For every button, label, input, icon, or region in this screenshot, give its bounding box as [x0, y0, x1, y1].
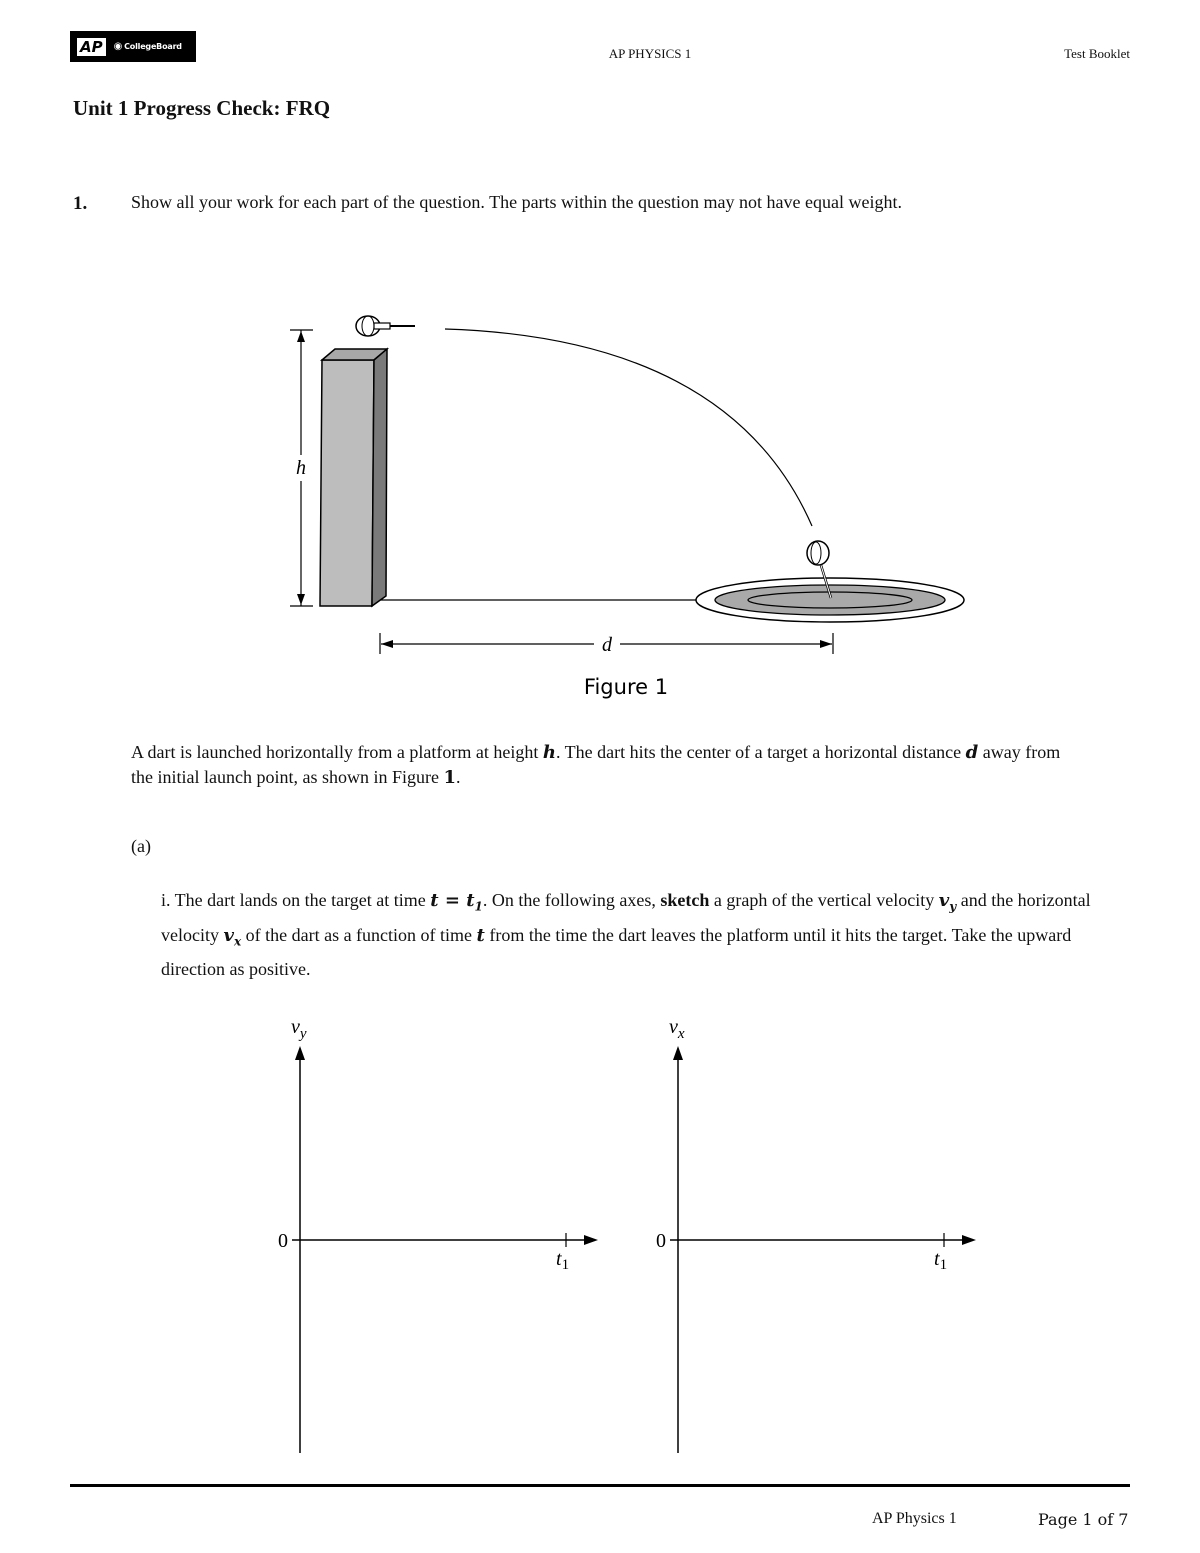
- platform-front: [320, 360, 374, 606]
- logo-ap-text: AP: [77, 38, 106, 56]
- label-h: h: [296, 457, 306, 479]
- vy-t1-label: [556, 1248, 569, 1273]
- logo-cb-label: CollegeBoard: [124, 42, 182, 51]
- vy-axis-label: [291, 1016, 307, 1042]
- vx-label-sub: x: [677, 1026, 685, 1042]
- height-arrow-bottom: [297, 594, 305, 605]
- part-a-i-text: [161, 886, 1131, 983]
- part-a-label: (a): [131, 836, 151, 856]
- math-d: d: [965, 742, 979, 763]
- blank-axes[interactable]: [0, 1000, 1200, 1460]
- sub-i-text-6: from the time the dart leaves the platform until it hits the target. Take the upward direction as positive.: [161, 924, 1072, 980]
- math-vy: [938, 890, 957, 914]
- vx-t1-t: t: [934, 1248, 940, 1270]
- para-text-1: A dart is launched horizontally from a platform at height: [131, 742, 543, 762]
- vy-time-axis-arrow: [584, 1235, 598, 1245]
- vx-label-v: v: [669, 1016, 678, 1038]
- sub-i-text-3: a graph of the vertical velocity: [709, 890, 939, 910]
- math-vx-sub: x: [233, 934, 242, 949]
- footer-divider: [70, 1484, 1130, 1487]
- vx-axis-arrow: [673, 1046, 683, 1060]
- header-booklet: Test Booklet: [1064, 46, 1130, 61]
- sketch-keyword: sketch: [660, 890, 710, 910]
- platform-side: [372, 349, 387, 606]
- math-vy-v: v: [938, 890, 950, 911]
- vx-t1-label: [934, 1248, 947, 1273]
- vy-graph-axes[interactable]: [278, 1016, 598, 1453]
- para-text-4: .: [456, 767, 461, 787]
- dart-launch-icon: [356, 316, 415, 336]
- math-vy-sub: y: [949, 899, 957, 914]
- sub-i-text-2: . On the following axes,: [482, 890, 661, 910]
- question-instructions: Show all your work for each part of the question. The parts within the question may not have equal weight.: [131, 192, 902, 212]
- math-vx: [223, 924, 242, 949]
- figure-1-diagram: [0, 0, 1200, 710]
- para-text-3: away from the initial launch point, as shown in Figure: [131, 742, 1061, 787]
- vy-label-sub: y: [299, 1026, 307, 1042]
- acorn-icon: ◉: [113, 41, 123, 52]
- distance-arrow-left: [381, 640, 393, 648]
- distance-arrow-right: [820, 640, 832, 648]
- vx-t1-sub: 1: [939, 1257, 948, 1273]
- footer-page-number: Page 1 of 7: [1038, 1510, 1129, 1529]
- label-d: d: [602, 634, 612, 656]
- math-vx-v: v: [223, 924, 234, 946]
- footer-course: AP Physics 1: [872, 1510, 957, 1527]
- problem-description: [131, 740, 1081, 790]
- dart-trajectory: [445, 329, 812, 526]
- math-t: t: [476, 924, 485, 946]
- math-figure-number: 1: [443, 767, 456, 788]
- math-t-eq: t = t: [430, 890, 475, 911]
- vy-origin-label: 0: [278, 1230, 288, 1252]
- vy-label-v: v: [291, 1016, 300, 1038]
- target-icon: [696, 578, 964, 622]
- para-text-2: . The dart hits the center of a target a horizontal distance: [555, 742, 966, 762]
- sub-i-text-4: and the horizontal velocity: [161, 890, 1091, 945]
- page-title: Unit 1 Progress Check: FRQ: [73, 96, 331, 120]
- vy-t1-sub: 1: [561, 1257, 570, 1273]
- vx-time-axis-arrow: [962, 1235, 976, 1245]
- vx-graph-axes[interactable]: [656, 1016, 976, 1453]
- math-t1-sub: 1: [474, 899, 483, 914]
- vx-origin-label: 0: [656, 1230, 666, 1252]
- sub-i-text-1: i. The dart lands on the target at time: [161, 890, 431, 910]
- math-h: h: [542, 742, 556, 763]
- sub-i-text-5: of the dart as a function of time: [241, 924, 477, 945]
- vy-t1-t: t: [556, 1248, 562, 1270]
- vx-axis-label: [669, 1016, 685, 1042]
- height-arrow-top: [297, 331, 305, 342]
- vy-axis-arrow: [295, 1046, 305, 1060]
- header-course: AP PHYSICS 1: [608, 46, 692, 61]
- question-number: 1.: [73, 193, 88, 214]
- math-t-equals-t1: [430, 890, 483, 914]
- figure-caption: Figure 1: [583, 675, 669, 699]
